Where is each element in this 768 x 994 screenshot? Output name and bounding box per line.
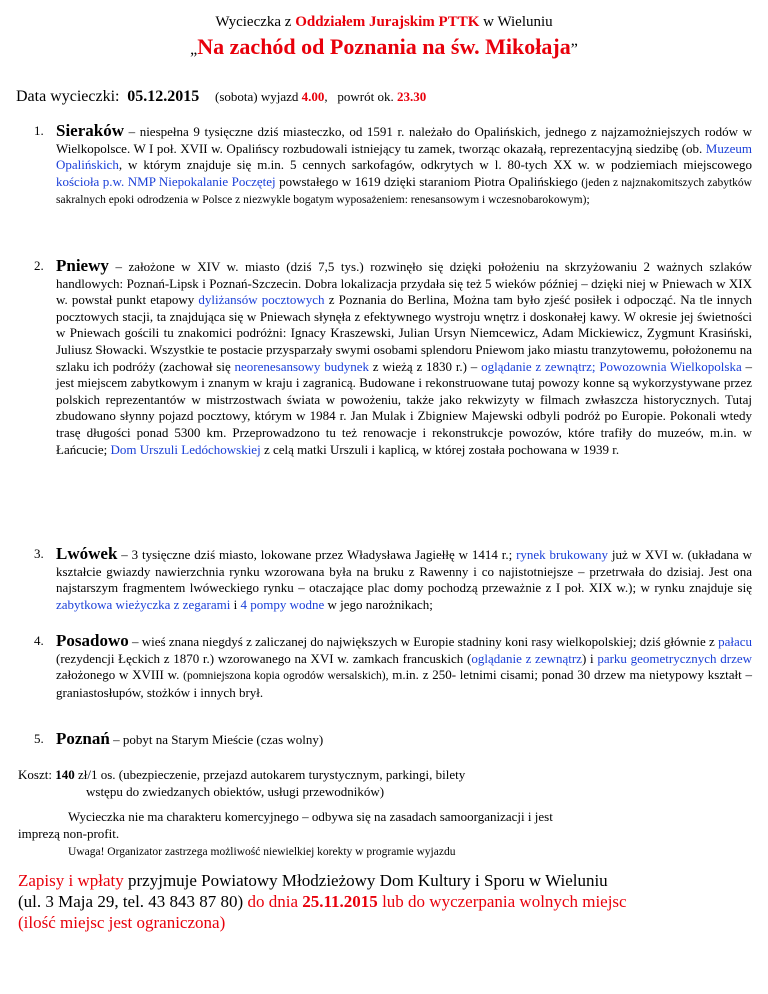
list-item-pniewy <box>34 256 753 458</box>
item-number: 5. <box>34 731 44 746</box>
title-text: Na zachód od Poznania na św. Mikołaja <box>197 34 571 59</box>
link-wiezyczka[interactable]: zabytkowa wieżyczka z zegarami <box>56 596 231 612</box>
list-item-poznan <box>34 729 752 749</box>
header-suffix: w Wieluniu <box>479 14 553 30</box>
link-palac[interactable]: pałacu <box>718 634 752 649</box>
registration-info <box>18 870 758 933</box>
item-heading: Sieraków <box>56 121 124 140</box>
item-text: , w którym znajduje się m.in. 5 cennych sarkofagów, odkrytych w l. 80-tych XX w. w podziemiach miejscowego <box>118 157 752 172</box>
open-quote: „ <box>190 41 198 58</box>
non-profit-note <box>18 808 758 842</box>
link-muzeum[interactable]: Muzeum Opalińskich <box>56 140 752 172</box>
link-kosciol[interactable]: kościoła p.w. NMP Niepokalanie Poczętej <box>56 173 276 189</box>
date-details: (sobota) wyjazd 4.00, powrót ok. 23.30 <box>215 89 427 104</box>
address: (ul. 3 Maja 29, tel. 43 843 87 80) <box>18 892 244 911</box>
header-org-line <box>0 14 768 31</box>
link-budynek[interactable]: neorenesansowy budynek <box>234 358 369 374</box>
item-text: i <box>230 596 241 612</box>
item-text: z celą matki Urszuli i kaplicą, w której została pochowana w 1939 r. <box>260 441 620 457</box>
cost-label: Koszt: <box>18 767 56 782</box>
zapisy-label: Zapisy i wpłaty <box>18 871 124 890</box>
item-text: – 3 tysięczne dziś miasto, lokowane przez Władysława Jagiełłę w 1414 r.; <box>117 547 517 562</box>
item-text: ) i <box>581 650 598 666</box>
item-text: z wieżą z 1830 r.) – <box>369 358 482 374</box>
trip-date: 05.12.2015 <box>127 88 200 105</box>
date-line <box>16 88 426 106</box>
link-powozownia[interactable]: oglądanie z zewnątrz; Powozownia Wielkopolska <box>481 358 742 374</box>
item-text: – wieś znana niegdyś z zaliczanej do największych w Europie stadniny koni rasy wielkopolskiej; dziś głównie z <box>128 634 719 649</box>
uwaga-note: Uwaga! Organizator zastrzega możliwość niewielkiej korekty w programie wyjazdu <box>68 846 456 858</box>
list-item-posadowo <box>34 631 753 701</box>
link-dylizanse[interactable]: dyliżansów pocztowych <box>198 292 325 308</box>
item-text: – pobyt na Starym Mieście (czas wolny) <box>109 732 324 747</box>
link-dom-urszuli[interactable]: Dom Urszuli Ledóchowskiej <box>110 441 261 457</box>
list-item-sierakow <box>34 121 752 209</box>
item-small-text: (pomniejszona kopia ogrodów wersalskich), <box>183 670 389 682</box>
item-number: 2. <box>34 258 44 273</box>
footer-text: przyjmuje Powiatowy Młodzieżowy Dom Kultury i Sporu w Wieluniu <box>123 871 608 890</box>
item-heading: Lwówek <box>56 544 118 563</box>
return-time: 23.30 <box>397 89 427 104</box>
item-text: – jest miejscem zabytkowym i znanym w kraju i zagranicą. Budowane i rekonstruowane tutaj powozy konne są wykorzystywane przez polskich reprezentantów w mistrzostwach świata w powożeniu, także jako rekwizyty w filmach zwłaszcza historycznych. Tutaj zbudowano słynny pojazd pocztowy, którym w 1984 r. Jan Mulak i Zbigniew Majewski odbyli podróż po Europie. Pokonali wtedy trasę długości ponad 5300 km. Przeprowadzono tu też renowacje i rekonstrukcje powozów, które trafiły do muzeów, m.in. w Łańcucie; <box>56 358 753 457</box>
item-text: w jego narożnikach; <box>324 596 433 612</box>
header-prefix: Wycieczka z <box>215 14 296 30</box>
item-small-text: (jeden z najznakomitszych zabytków sakralnych epoki odrodzenia w Polsce z niezwykle bogatym wyposażeniem: renesansowym i wczesnobarokowym); <box>56 176 752 206</box>
departure-label: wyjazd <box>260 89 299 104</box>
link-rynek[interactable]: rynek brukowany <box>516 547 609 562</box>
item-text: założonego w XVIII w. <box>56 667 184 682</box>
cost-section <box>18 766 758 800</box>
note-line2: imprezą non-profit. <box>18 826 120 841</box>
link-park[interactable]: parku geometrycznych drzew <box>597 650 753 666</box>
day-name: (sobota) <box>215 89 258 104</box>
item-heading: Pniewy <box>56 256 109 275</box>
item-text: z Poznania do Berlina, Można tam było zjeść posiłek i odpocząć. Na tle innych pocztowych stacji, ta znajdująca się w Pniewach słynęła z efektywnego wystroju wnętrz i doskonałej kawy. W okresie jej świetności w Pniewach gościli tu znakomici podróżni: Ignacy Kraszewski, Julian Ursyn Niemcewicz, Adam Mickiewicz, Zygmunt Krasiński, Juliusz Słowacki. Wszystkie te postacie przysparzały swymi osobami splendoru Pniewom jako miastu tranzytowemu, położonemu na szlaku ich podróży (zachował się <box>56 292 752 374</box>
item-number: 4. <box>34 633 44 648</box>
note-line1: Wycieczka nie ma charakteru komercyjnego – odbywa się na zasadach samoorganizacji i jest <box>68 809 553 824</box>
footer-text: lub do wyczerpania wolnych miejsc <box>377 892 627 911</box>
item-text: m.in. z 250- letnimi cisami; ponad 30 drzew ma nietypowy kształt – graniastosłupów, stożków i innych brył. <box>56 667 752 700</box>
return-label: powrót ok. <box>337 89 394 104</box>
link-pompy[interactable]: 4 pompy wodne <box>240 596 325 612</box>
item-text: już w XVI w. (układana w kształcie gwiazdy nawierzchnia rynku wzorowana była na bruku z Rawenny i co najistotniejsze – przetrwała do dzisiaj. Jest ona najstarszym fragmentem lwóweckiego rynku – otaczające plac domy pochodzą przeważnie z I poł. XIX w.); w rynku znajduje się <box>56 547 753 595</box>
date-label: Data wycieczki: <box>16 88 120 105</box>
item-heading: Poznań <box>56 729 110 748</box>
cost-details-line2: wstępu do zwiedzanych obiektów, usługi przewodników) <box>86 784 385 799</box>
item-text: powstałego w 1619 dzięki staraniom Piotra Opalińskiego <box>275 173 582 189</box>
item-number: 1. <box>34 123 44 138</box>
org-name: Oddziałem Jurajskim PTTK <box>295 14 480 30</box>
item-text: – niespełna 9 tysięczne dziś miasteczko, od 1591 r. należało do Opalińskich, jednego z najzamożniejszych rodów w Wielkopolsce. W I poł. XVII w. Opalińscy rozbudowali istniejący tu zamek, tworząc okazałą, reprezentacyjną siedzibę (ob. <box>56 124 752 156</box>
close-quote: ” <box>570 41 578 58</box>
list-item-lwowek <box>34 544 753 613</box>
link-ogladanie[interactable]: oglądanie z zewnątrz <box>471 650 582 666</box>
page-title <box>0 34 768 60</box>
item-text: – założone w XIV w. miasto (dziś 7,5 tys.) rozwinęło się dzięki położeniu na skrzyżowaniu 2 ważnych szlaków handlowych: Poznań-Lipsk i Poznań-Szczecin. Dobra lokalizacja przydała się też 5 wieków później – dzięki niej w Pniewach w XIX w. powstał punkt etapowy <box>56 259 752 308</box>
departure-time: 4.00 <box>301 89 325 104</box>
item-heading: Posadowo <box>56 631 129 650</box>
item-number: 3. <box>34 546 44 561</box>
registration-deadline: 25.11.2015 <box>302 892 378 911</box>
cost-amount: 140 <box>55 767 75 782</box>
limited-seats: (ilość miejsc jest ograniczona) <box>18 913 226 932</box>
cost-details: zł/1 os. (ubezpieczenie, przejazd autokarem turystycznym, parkingi, bilety <box>74 767 466 782</box>
item-text: (rezydencji Łęckich z 1870 r.) wzorowanego na XVI w. zamkach francuskich ( <box>56 650 472 666</box>
footer-text: do dnia <box>243 892 303 911</box>
